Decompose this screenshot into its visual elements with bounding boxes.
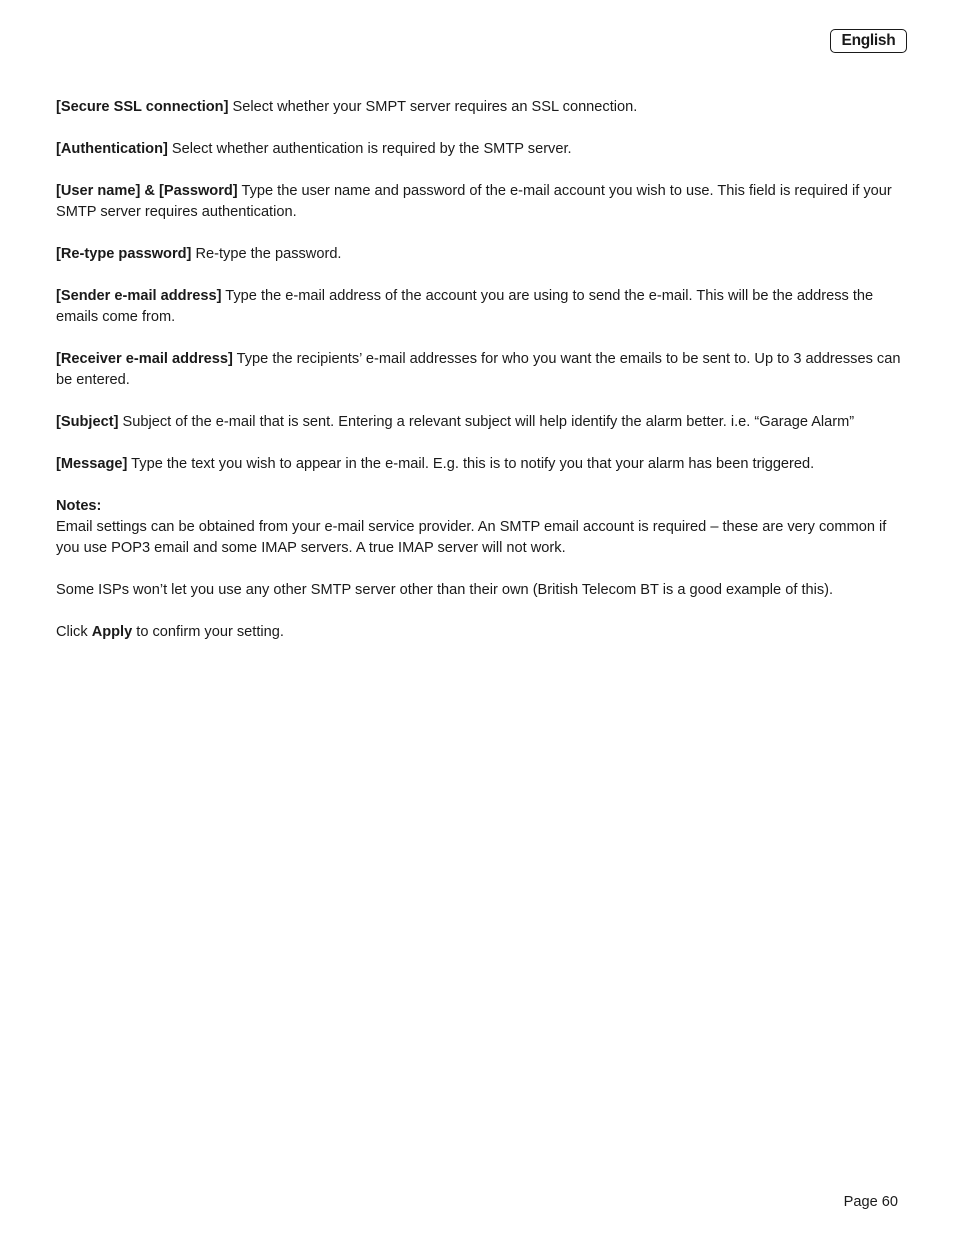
apply-prefix: Click	[56, 624, 92, 640]
notes-paragraph: Email settings can be obtained from your e-mail service provider. An SMTP email account is required – these are very common if you use POP3 email and some IMAP servers. A true IMAP server will not work.	[56, 519, 887, 556]
setting-term: [Message]	[56, 456, 128, 472]
setting-description-subject	[56, 412, 906, 433]
setting-description-username-password	[56, 181, 906, 223]
setting-description-retype-password	[56, 244, 906, 265]
setting-description-sender-email	[56, 286, 906, 328]
page-number: Page 60	[843, 1194, 898, 1210]
setting-description-message	[56, 454, 906, 475]
setting-text: Type the text you wish to appear in the e-mail. E.g. this is to notify you that your alarm has been triggered.	[127, 456, 815, 472]
setting-term: [Secure SSL connection]	[56, 99, 229, 115]
setting-term: [Re-type password]	[56, 246, 192, 262]
setting-text: Type the user name and password of the e-mail account you wish to use. This field is required if your SMTP server requires authentication.	[56, 183, 892, 220]
document-body	[56, 97, 906, 664]
language-badge: English	[830, 29, 907, 53]
setting-term: [Sender e-mail address]	[56, 288, 222, 304]
setting-term: [Authentication]	[56, 141, 168, 157]
setting-text: Type the recipients’ e-mail addresses for who you want the emails to be sent to. Up to 3 addresses can be entered.	[56, 351, 901, 388]
apply-keyword: Apply	[91, 624, 133, 640]
notes-paragraph: Some ISPs won’t let you use any other SMTP server other than their own (British Telecom BT is a good example of this).	[56, 582, 834, 598]
setting-description-receiver-email	[56, 349, 906, 391]
setting-text: Select whether your SMPT server requires an SSL connection.	[228, 99, 638, 115]
apply-instruction	[56, 622, 906, 643]
setting-text: Select whether authentication is required by the SMTP server.	[167, 141, 572, 157]
setting-text: Type the e-mail address of the account you are using to send the e-mail. This will be the address the emails come from.	[56, 288, 874, 325]
setting-term: [Subject]	[56, 414, 119, 430]
setting-term: [User name] & [Password]	[56, 183, 238, 199]
setting-text: Subject of the e-mail that is sent. Entering a relevant subject will help identify the alarm better. i.e. “Garage Alarm”	[118, 414, 855, 430]
notes-heading: Notes:	[56, 498, 102, 514]
setting-text: Re-type the password.	[191, 246, 342, 262]
setting-term: [Receiver e-mail address]	[56, 351, 233, 367]
setting-description-secure-ssl	[56, 97, 906, 118]
apply-suffix: to confirm your setting.	[132, 624, 284, 640]
setting-description-authentication	[56, 139, 906, 160]
